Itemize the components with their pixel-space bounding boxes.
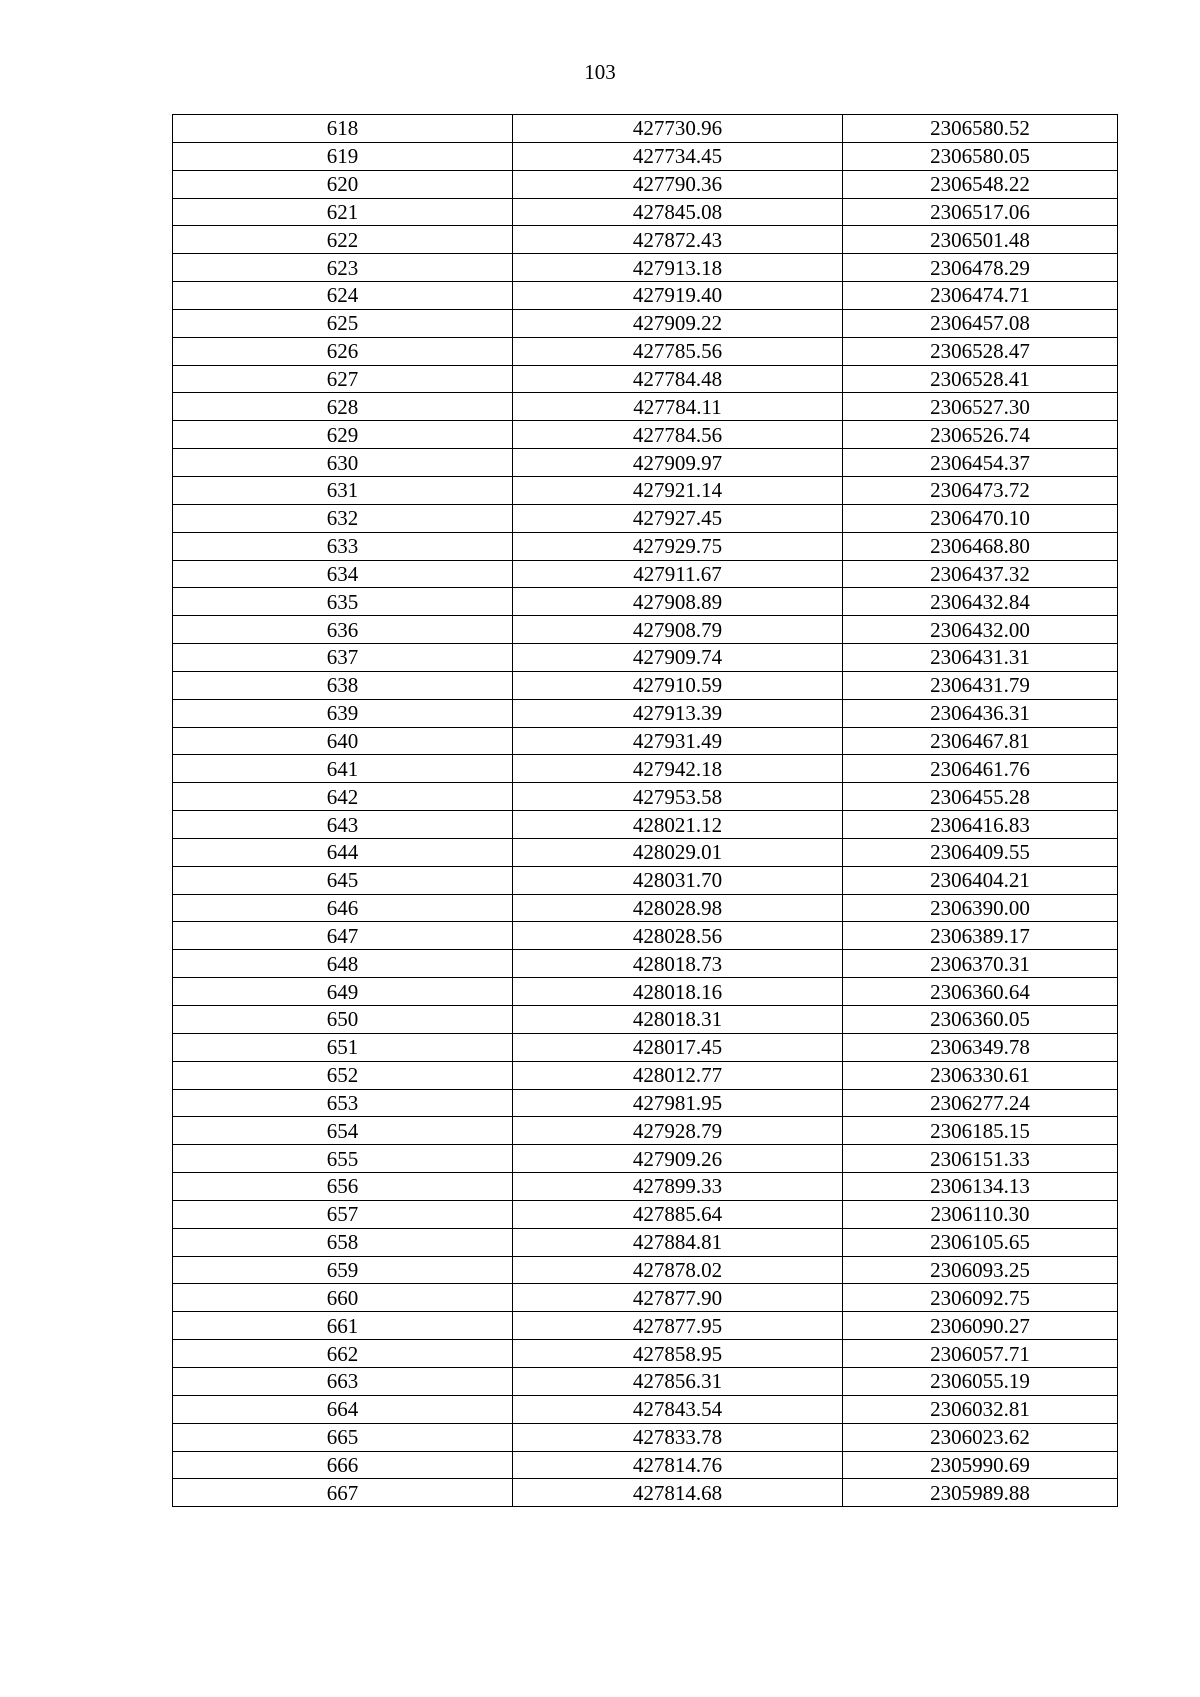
x-coordinate-cell: 427942.18 (513, 755, 843, 783)
table-row (173, 1200, 1118, 1228)
x-coordinate-cell: 427913.18 (513, 254, 843, 282)
table-row (173, 337, 1118, 365)
y-coordinate-cell: 2306023.62 (843, 1423, 1118, 1451)
table-row (173, 1395, 1118, 1423)
y-coordinate-cell: 2306416.83 (843, 811, 1118, 839)
table-row (173, 142, 1118, 170)
table-row (173, 1145, 1118, 1173)
table-row (173, 449, 1118, 477)
table-row (173, 1451, 1118, 1479)
x-coordinate-cell: 427927.45 (513, 504, 843, 532)
table-row (173, 588, 1118, 616)
x-coordinate-cell: 427909.22 (513, 309, 843, 337)
table-row (173, 282, 1118, 310)
point-number-cell: 624 (173, 282, 513, 310)
table-row (173, 560, 1118, 588)
x-coordinate-cell: 427981.95 (513, 1089, 843, 1117)
point-number-cell: 629 (173, 421, 513, 449)
y-coordinate-cell: 2306360.05 (843, 1006, 1118, 1034)
x-coordinate-cell: 428012.77 (513, 1061, 843, 1089)
x-coordinate-cell: 427931.49 (513, 727, 843, 755)
x-coordinate-cell: 427919.40 (513, 282, 843, 310)
x-coordinate-cell: 427833.78 (513, 1423, 843, 1451)
point-number-cell: 626 (173, 337, 513, 365)
x-coordinate-cell: 427790.36 (513, 170, 843, 198)
x-coordinate-cell: 427899.33 (513, 1173, 843, 1201)
y-coordinate-cell: 2306409.55 (843, 838, 1118, 866)
y-coordinate-cell: 2305990.69 (843, 1451, 1118, 1479)
x-coordinate-cell: 427856.31 (513, 1367, 843, 1395)
y-coordinate-cell: 2306478.29 (843, 254, 1118, 282)
table-row (173, 1367, 1118, 1395)
y-coordinate-cell: 2306474.71 (843, 282, 1118, 310)
point-number-cell: 635 (173, 588, 513, 616)
x-coordinate-cell: 427909.97 (513, 449, 843, 477)
point-number-cell: 630 (173, 449, 513, 477)
point-number-cell: 666 (173, 1451, 513, 1479)
x-coordinate-cell: 428028.98 (513, 894, 843, 922)
point-number-cell: 665 (173, 1423, 513, 1451)
y-coordinate-cell: 2306501.48 (843, 226, 1118, 254)
y-coordinate-cell: 2306390.00 (843, 894, 1118, 922)
x-coordinate-cell: 427872.43 (513, 226, 843, 254)
point-number-cell: 643 (173, 811, 513, 839)
point-number-cell: 619 (173, 142, 513, 170)
x-coordinate-cell: 427928.79 (513, 1117, 843, 1145)
coordinates-table (172, 114, 1118, 1507)
y-coordinate-cell: 2306473.72 (843, 476, 1118, 504)
table-row (173, 198, 1118, 226)
x-coordinate-cell: 427885.64 (513, 1200, 843, 1228)
y-coordinate-cell: 2306330.61 (843, 1061, 1118, 1089)
point-number-cell: 628 (173, 393, 513, 421)
table-row (173, 115, 1118, 143)
y-coordinate-cell: 2306092.75 (843, 1284, 1118, 1312)
point-number-cell: 659 (173, 1256, 513, 1284)
x-coordinate-cell: 428018.73 (513, 950, 843, 978)
point-number-cell: 667 (173, 1479, 513, 1507)
point-number-cell: 649 (173, 978, 513, 1006)
y-coordinate-cell: 2306404.21 (843, 866, 1118, 894)
point-number-cell: 620 (173, 170, 513, 198)
y-coordinate-cell: 2306431.31 (843, 644, 1118, 672)
y-coordinate-cell: 2306461.76 (843, 755, 1118, 783)
point-number-cell: 627 (173, 365, 513, 393)
table-row (173, 226, 1118, 254)
point-number-cell: 642 (173, 783, 513, 811)
point-number-cell: 656 (173, 1173, 513, 1201)
x-coordinate-cell: 427908.89 (513, 588, 843, 616)
point-number-cell: 621 (173, 198, 513, 226)
y-coordinate-cell: 2306110.30 (843, 1200, 1118, 1228)
point-number-cell: 634 (173, 560, 513, 588)
point-number-cell: 647 (173, 922, 513, 950)
table-row (173, 1479, 1118, 1507)
point-number-cell: 650 (173, 1006, 513, 1034)
point-number-cell: 653 (173, 1089, 513, 1117)
page-number: 103 (584, 60, 616, 84)
table-row (173, 1117, 1118, 1145)
x-coordinate-cell: 428018.31 (513, 1006, 843, 1034)
y-coordinate-cell: 2306580.05 (843, 142, 1118, 170)
x-coordinate-cell: 427843.54 (513, 1395, 843, 1423)
point-number-cell: 625 (173, 309, 513, 337)
point-number-cell: 638 (173, 671, 513, 699)
x-coordinate-cell: 427910.59 (513, 671, 843, 699)
table-row (173, 1312, 1118, 1340)
y-coordinate-cell: 2306090.27 (843, 1312, 1118, 1340)
y-coordinate-cell: 2306389.17 (843, 922, 1118, 950)
y-coordinate-cell: 2306528.47 (843, 337, 1118, 365)
x-coordinate-cell: 427784.48 (513, 365, 843, 393)
x-coordinate-cell: 427921.14 (513, 476, 843, 504)
table-row (173, 838, 1118, 866)
table-row (173, 1173, 1118, 1201)
table-row (173, 922, 1118, 950)
y-coordinate-cell: 2306432.00 (843, 616, 1118, 644)
point-number-cell: 651 (173, 1033, 513, 1061)
table-row (173, 755, 1118, 783)
table-row (173, 1089, 1118, 1117)
x-coordinate-cell: 427814.76 (513, 1451, 843, 1479)
point-number-cell: 661 (173, 1312, 513, 1340)
table-row (173, 1256, 1118, 1284)
y-coordinate-cell: 2306527.30 (843, 393, 1118, 421)
point-number-cell: 618 (173, 115, 513, 143)
x-coordinate-cell: 427908.79 (513, 616, 843, 644)
table-row (173, 309, 1118, 337)
point-number-cell: 637 (173, 644, 513, 672)
y-coordinate-cell: 2306349.78 (843, 1033, 1118, 1061)
x-coordinate-cell: 428018.16 (513, 978, 843, 1006)
y-coordinate-cell: 2306457.08 (843, 309, 1118, 337)
y-coordinate-cell: 2306470.10 (843, 504, 1118, 532)
table-row (173, 671, 1118, 699)
x-coordinate-cell: 427858.95 (513, 1340, 843, 1368)
table-row (173, 644, 1118, 672)
table-row (173, 727, 1118, 755)
x-coordinate-cell: 427913.39 (513, 699, 843, 727)
x-coordinate-cell: 428021.12 (513, 811, 843, 839)
point-number-cell: 658 (173, 1228, 513, 1256)
table-row (173, 476, 1118, 504)
table-row (173, 783, 1118, 811)
y-coordinate-cell: 2306370.31 (843, 950, 1118, 978)
x-coordinate-cell: 427909.26 (513, 1145, 843, 1173)
point-number-cell: 641 (173, 755, 513, 783)
table-row (173, 1228, 1118, 1256)
point-number-cell: 646 (173, 894, 513, 922)
point-number-cell: 632 (173, 504, 513, 532)
table-row (173, 421, 1118, 449)
x-coordinate-cell: 427909.74 (513, 644, 843, 672)
y-coordinate-cell: 2306468.80 (843, 532, 1118, 560)
y-coordinate-cell: 2305989.88 (843, 1479, 1118, 1507)
table-row (173, 254, 1118, 282)
y-coordinate-cell: 2306455.28 (843, 783, 1118, 811)
x-coordinate-cell: 427784.11 (513, 393, 843, 421)
x-coordinate-cell: 427911.67 (513, 560, 843, 588)
table-row (173, 894, 1118, 922)
point-number-cell: 648 (173, 950, 513, 978)
x-coordinate-cell: 427845.08 (513, 198, 843, 226)
y-coordinate-cell: 2306454.37 (843, 449, 1118, 477)
y-coordinate-cell: 2306093.25 (843, 1256, 1118, 1284)
y-coordinate-cell: 2306580.52 (843, 115, 1118, 143)
x-coordinate-cell: 427734.45 (513, 142, 843, 170)
point-number-cell: 655 (173, 1145, 513, 1173)
table-row (173, 978, 1118, 1006)
y-coordinate-cell: 2306360.64 (843, 978, 1118, 1006)
point-number-cell: 660 (173, 1284, 513, 1312)
point-number-cell: 644 (173, 838, 513, 866)
table-row (173, 170, 1118, 198)
y-coordinate-cell: 2306548.22 (843, 170, 1118, 198)
table-row (173, 532, 1118, 560)
x-coordinate-cell: 428017.45 (513, 1033, 843, 1061)
table-row (173, 504, 1118, 532)
table-row (173, 950, 1118, 978)
point-number-cell: 645 (173, 866, 513, 894)
table-row (173, 365, 1118, 393)
y-coordinate-cell: 2306467.81 (843, 727, 1118, 755)
point-number-cell: 631 (173, 476, 513, 504)
y-coordinate-cell: 2306032.81 (843, 1395, 1118, 1423)
y-coordinate-cell: 2306517.06 (843, 198, 1118, 226)
point-number-cell: 639 (173, 699, 513, 727)
y-coordinate-cell: 2306105.65 (843, 1228, 1118, 1256)
x-coordinate-cell: 427877.95 (513, 1312, 843, 1340)
point-number-cell: 654 (173, 1117, 513, 1145)
y-coordinate-cell: 2306432.84 (843, 588, 1118, 616)
table-row (173, 1006, 1118, 1034)
x-coordinate-cell: 427953.58 (513, 783, 843, 811)
point-number-cell: 664 (173, 1395, 513, 1423)
point-number-cell: 663 (173, 1367, 513, 1395)
x-coordinate-cell: 428031.70 (513, 866, 843, 894)
x-coordinate-cell: 427785.56 (513, 337, 843, 365)
y-coordinate-cell: 2306436.31 (843, 699, 1118, 727)
x-coordinate-cell: 427884.81 (513, 1228, 843, 1256)
y-coordinate-cell: 2306431.79 (843, 671, 1118, 699)
x-coordinate-cell: 427814.68 (513, 1479, 843, 1507)
y-coordinate-cell: 2306528.41 (843, 365, 1118, 393)
y-coordinate-cell: 2306526.74 (843, 421, 1118, 449)
table-row (173, 1033, 1118, 1061)
x-coordinate-cell: 427784.56 (513, 421, 843, 449)
y-coordinate-cell: 2306134.13 (843, 1173, 1118, 1201)
table-row (173, 699, 1118, 727)
point-number-cell: 636 (173, 616, 513, 644)
table-row (173, 1423, 1118, 1451)
point-number-cell: 623 (173, 254, 513, 282)
x-coordinate-cell: 427929.75 (513, 532, 843, 560)
y-coordinate-cell: 2306277.24 (843, 1089, 1118, 1117)
y-coordinate-cell: 2306151.33 (843, 1145, 1118, 1173)
x-coordinate-cell: 427730.96 (513, 115, 843, 143)
table-row (173, 1340, 1118, 1368)
coordinates-table-body (173, 115, 1118, 1507)
point-number-cell: 657 (173, 1200, 513, 1228)
table-row (173, 1061, 1118, 1089)
x-coordinate-cell: 427877.90 (513, 1284, 843, 1312)
x-coordinate-cell: 428028.56 (513, 922, 843, 950)
point-number-cell: 662 (173, 1340, 513, 1368)
table-row (173, 1284, 1118, 1312)
point-number-cell: 633 (173, 532, 513, 560)
x-coordinate-cell: 427878.02 (513, 1256, 843, 1284)
table-row (173, 866, 1118, 894)
y-coordinate-cell: 2306055.19 (843, 1367, 1118, 1395)
table-row (173, 811, 1118, 839)
point-number-cell: 622 (173, 226, 513, 254)
y-coordinate-cell: 2306185.15 (843, 1117, 1118, 1145)
table-row (173, 616, 1118, 644)
table-row (173, 393, 1118, 421)
y-coordinate-cell: 2306057.71 (843, 1340, 1118, 1368)
point-number-cell: 640 (173, 727, 513, 755)
x-coordinate-cell: 428029.01 (513, 838, 843, 866)
y-coordinate-cell: 2306437.32 (843, 560, 1118, 588)
point-number-cell: 652 (173, 1061, 513, 1089)
